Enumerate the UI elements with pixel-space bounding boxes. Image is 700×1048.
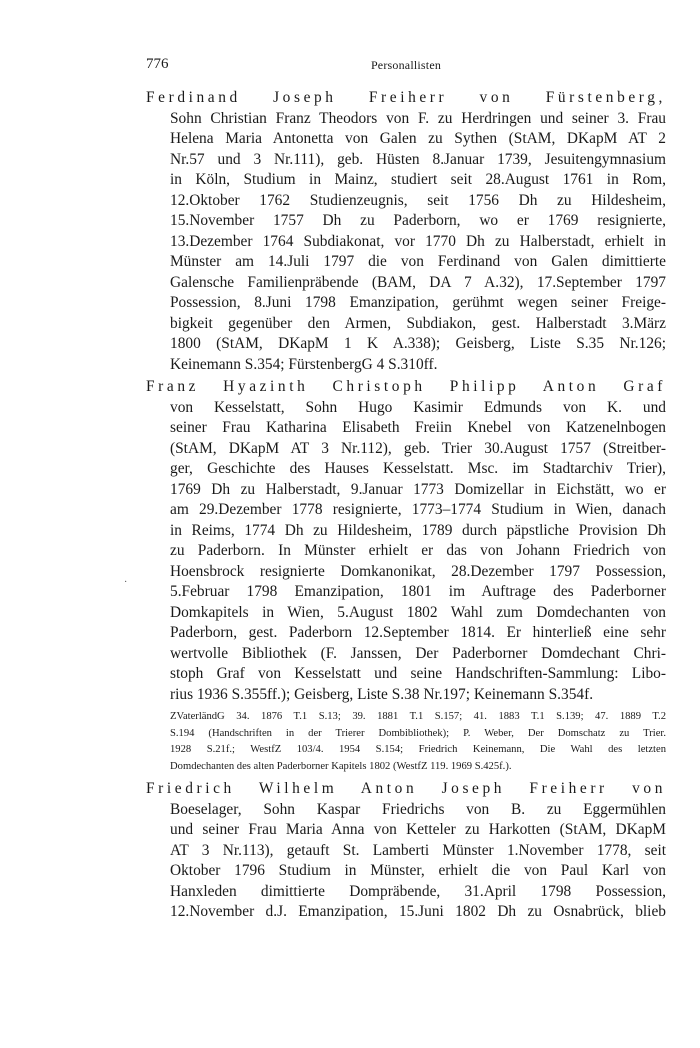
text-line: seiner Frau Katharina Elisabeth Freiin Knebel von Katzenelnbogen <box>170 419 666 436</box>
text-line: Paderborn, gest. Paderborn 12.September 1814. Er hinterließ eine sehr <box>170 624 666 641</box>
text-line: Galensche Familienpräbende (BAM, DA 7 A.32), 17.September 1797 <box>170 273 666 291</box>
text-line: bigkeit gegenüber den Armen, Subdiakon, gest. Halberstadt 3.März <box>170 314 666 332</box>
text-line: Domkapitels in Wien, 5.August 1802 Wahl zum Domdechanten von <box>170 603 666 621</box>
footnote-line: Domdechanten des alten Paderborner Kapitels 1802 (WestfZ 119. 1969 S.425f.). <box>170 760 512 772</box>
text-line: rius 1936 S.355ff.); Geisberg, Liste S.38 Nr.197; Keinemann S.354f. <box>170 685 594 703</box>
text-line: 1800 (StAM, DKapM 1 K A.338); Geisberg, Liste S.35 Nr.126; <box>170 335 666 352</box>
text-line: Oktober 1796 Studium in Münster, erhielt die von Paul Karl von <box>170 862 666 879</box>
text-line: 12.November d.J. Emanzipation, 15.Juni 1802 Dh zu Osnabrück, blieb <box>170 903 666 920</box>
margin-mark: · <box>124 577 128 588</box>
text-line: Sohn Christian Franz Theodors von F. zu Herdringen und seiner 3. Frau <box>170 109 666 127</box>
text-line: stoph Graf von Kesselstatt und seine Handschriften-Sammlung: Libo- <box>170 665 666 682</box>
page-number: 776 <box>146 56 169 72</box>
footnote-line: S.194 (Handschriften in der Trierer Dombibliothek); P. Weber, Der Domschatz zu Trier. <box>170 727 666 739</box>
entry-heading: Franz Hyazinth Christoph Philipp Anton Graf <box>146 378 666 395</box>
footnote-line: 1928 S.21f.; WestfZ 103/4. 1954 S.154; Friedrich Keinemann, Die Wahl des letzten <box>170 744 666 755</box>
text-line: 12.Oktober 1762 Studienzeugnis, seit 1756 Dh zu Hildesheim, <box>170 191 666 209</box>
entry-kesselstatt <box>146 377 666 705</box>
text-line: wertvolle Bibliothek (F. Janssen, Der Paderborner Domdechant Chri- <box>170 644 666 662</box>
text-line: Münster am 14.Juli 1797 die von Ferdinand von Galen dimittierte <box>170 253 666 270</box>
text-line: (StAM, DKapM AT 3 Nr.112), geb. Trier 30.August 1757 (Streitber- <box>170 439 666 457</box>
page-header <box>146 56 666 78</box>
footnote-block <box>146 709 666 775</box>
running-title: Personallisten <box>370 58 442 72</box>
text-line: 1769 Dh zu Halberstadt, 9.Januar 1773 Domizellar in Eichstätt, wo er <box>170 480 666 498</box>
text-body <box>146 88 666 925</box>
text-line: zu Paderborn. In Münster erhielt er das von Johann Friedrich von <box>170 542 666 559</box>
text-line: AT 3 Nr.113), getauft St. Lamberti Münster 1.November 1778, seit <box>170 841 666 859</box>
entry-heading-continued: von Kesselstatt, Sohn Hugo Kasimir Edmunds von K. und <box>170 398 666 416</box>
text-line: 15.November 1757 Dh zu Paderborn, wo er 1769 resignierte, <box>170 212 666 229</box>
text-line: in Reims, 1774 Dh zu Hildesheim, 1789 durch päpstliche Provision Dh <box>170 521 666 539</box>
entry-heading-continued: Boeselager, Sohn Kaspar Friedrichs von B. zu Eggermühlen <box>170 800 666 818</box>
text-line: 5.Februar 1798 Emanzipation, 1801 im Auftrage des Paderborner <box>170 583 666 600</box>
text-line: ger, Geschichte des Hauses Kesselstatt. Msc. im Stadtarchiv Trier), <box>170 460 666 477</box>
text-line: am 29.Dezember 1778 resignierte, 1773–1774 Studium in Wien, danach <box>170 501 666 518</box>
text-line: Hanxleden dimittierte Dompräbende, 31.April 1798 Possession, <box>170 882 666 900</box>
text-line: in Köln, Studium in Mainz, studiert seit 28.August 1761 in Rom, <box>170 171 666 188</box>
entry-fuerstenberg <box>146 88 666 375</box>
text-line: 13.Dezember 1764 Subdiakonat, vor 1770 Dh zu Halberstadt, erhielt in <box>170 232 666 250</box>
text-line: Hoensbrock resignierte Domkanonikat, 28.Dezember 1797 Possession, <box>170 562 666 580</box>
text-line: Possession, 8.Juni 1798 Emanzipation, gerühmt wegen seiner Freige- <box>170 294 666 311</box>
entry-heading: Ferdinand Joseph Freiherr von Fürstenberg, <box>146 89 666 106</box>
entry-boeselager <box>146 779 666 923</box>
text-line: und seiner Frau Maria Anna von Ketteler zu Harkotten (StAM, DKapM <box>170 821 666 838</box>
text-line: Nr.57 und 3 Nr.111), geb. Hüsten 8.Januar 1739, Jesuitengymnasium <box>170 150 666 168</box>
text-line: Keinemann S.354; FürstenbergG 4 S.310ff. <box>170 355 438 373</box>
footnote-line: ZVaterländG 34. 1876 T.1 S.13; 39. 1881 T.1 S.157; 41. 1883 T.1 S.139; 47. 1889 T.2 <box>170 711 666 722</box>
text-line: Helena Maria Antonetta von Galen zu Sythen (StAM, DKapM AT 2 <box>170 130 666 147</box>
entry-heading: Friedrich Wilhelm Anton Joseph Freiherr von <box>146 780 666 797</box>
